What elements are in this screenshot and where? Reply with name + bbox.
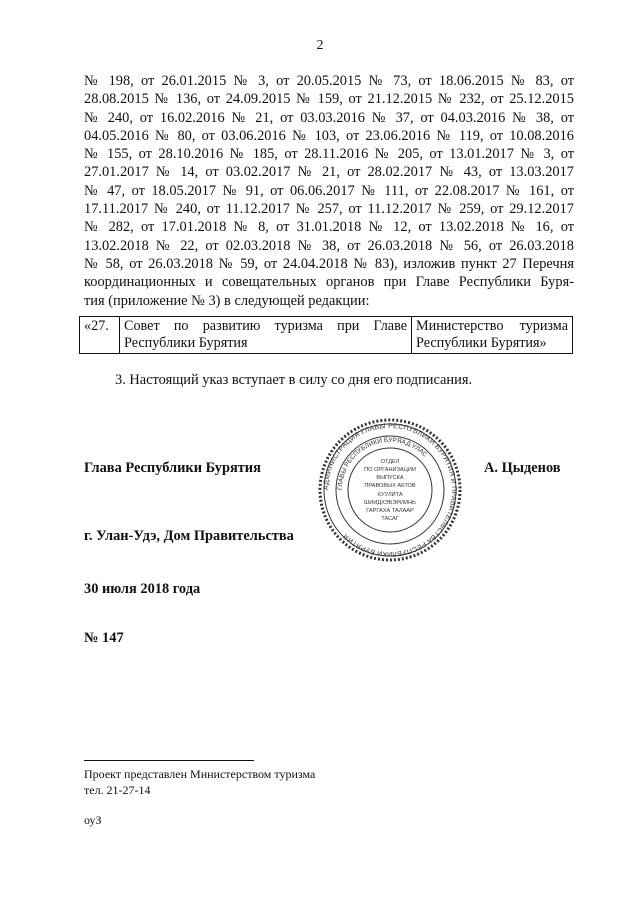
seal-inner-text: ГЛАВЫ РЕСПУБЛИКИ БУРЯАД УЛАС bbox=[336, 436, 429, 491]
seal-center-line: ПРАВОВЫХ АКТОВ bbox=[364, 483, 416, 489]
paragraph-line: координационных и совещательных органов при Главе Республики Буря- bbox=[84, 274, 574, 291]
effective-clause: 3. Настоящий указ вступает в силу со дня его подписания. bbox=[115, 372, 473, 388]
signer-name: А. Цыденов bbox=[484, 460, 561, 476]
paragraph-line: № 47, от 18.05.2017 № 91, от 06.06.2017 № 111, от 22.08.2017 № 161, от bbox=[84, 182, 574, 199]
seal-center-line: ТАСАГ bbox=[381, 516, 399, 522]
paragraph-line: № 198, от 26.01.2015 № 3, от 20.05.2015 № 73, от 18.06.2015 № 83, от bbox=[84, 73, 574, 89]
footnote bbox=[84, 766, 315, 798]
footnote-divider bbox=[84, 760, 254, 761]
main-paragraph bbox=[84, 72, 574, 310]
seal-center-line: ХУУЛИТА bbox=[377, 492, 403, 498]
body-name-cell: Совет по развитию туризма при Главе Республики Бурятия bbox=[120, 317, 412, 354]
seal-center-line: ПО ОРГАНИЗАЦИИ bbox=[364, 467, 416, 473]
paragraph-line: № 240, от 16.02.2016 № 21, от 03.03.2016 № 37, от 04.03.2016 № 38, от bbox=[84, 109, 574, 126]
decree-number: № 147 bbox=[84, 630, 124, 646]
paragraph-line: № 58, от 26.03.2018 № 59, от 24.04.2018 № 83), изложив пункт 27 Перечня bbox=[84, 255, 574, 272]
document-code: оуЗ bbox=[84, 813, 102, 827]
paragraph-line: № 155, от 28.10.2016 № 185, от 28.11.2016 № 205, от 13.01.2017 № 3, от bbox=[84, 146, 574, 163]
seal-center-line: ГАРГАХА ТАЛААР bbox=[366, 508, 414, 514]
seal-center-line: ШИИДХЭБЭРИИНЬ bbox=[364, 500, 416, 506]
page-number: 2 bbox=[316, 38, 324, 53]
footnote-project-line: Проект представлен Министерством туризма bbox=[84, 767, 316, 781]
seal-center-line: ОТДЕЛ bbox=[380, 459, 400, 465]
paragraph-line: тия (приложение № 3) в следующей редакции: bbox=[84, 292, 370, 309]
paragraph-line: 13.02.2018 № 22, от 02.03.2018 № 38, от 26.03.2018 № 56, от 26.03.2018 bbox=[84, 237, 574, 254]
ministry-cell: Министерство туризма Республики Бурятия» bbox=[412, 317, 573, 354]
official-seal bbox=[318, 418, 462, 562]
paragraph-line: 17.11.2017 № 240, от 11.12.2017 № 257, от 11.12.2017 № 259, от 29.12.2017 bbox=[84, 201, 574, 218]
item-number-cell: «27. bbox=[80, 317, 120, 354]
paragraph-line: 04.05.2016 № 80, от 03.06.2016 № 103, от 23.06.2016 № 119, от 10.08.2016 bbox=[84, 127, 574, 144]
paragraph-line: 28.08.2015 № 136, от 24.09.2015 № 159, от 21.12.2015 № 232, от 25.12.2015 bbox=[84, 91, 574, 108]
signer-title: Глава Республики Бурятия bbox=[84, 460, 261, 476]
seal-center-line: ВЫПУСКА bbox=[376, 475, 404, 481]
paragraph-line: № 282, от 17.01.2018 № 8, от 31.01.2018 № 12, от 13.02.2018 № 16, от bbox=[84, 219, 574, 236]
signing-place: г. Улан-Удэ, Дом Правительства bbox=[84, 528, 294, 544]
table-row bbox=[80, 317, 573, 354]
footnote-phone-line: тел. 21-27-14 bbox=[84, 783, 151, 797]
signing-date: 30 июля 2018 года bbox=[84, 581, 201, 597]
council-table bbox=[79, 316, 573, 354]
seal-outer-text: АДМИНИСТРАЦИЯ ГЛАВЫ РЕСПУБЛИКИ БУРЯТИЯ И ПРАВИТЕЛЬСТВА РЕСПУБЛИКИ БУРЯТИЯ bbox=[322, 422, 458, 558]
paragraph-line: 27.01.2017 № 14, от 03.02.2017 № 21, от 28.02.2017 № 43, от 13.03.2017 bbox=[84, 164, 574, 181]
